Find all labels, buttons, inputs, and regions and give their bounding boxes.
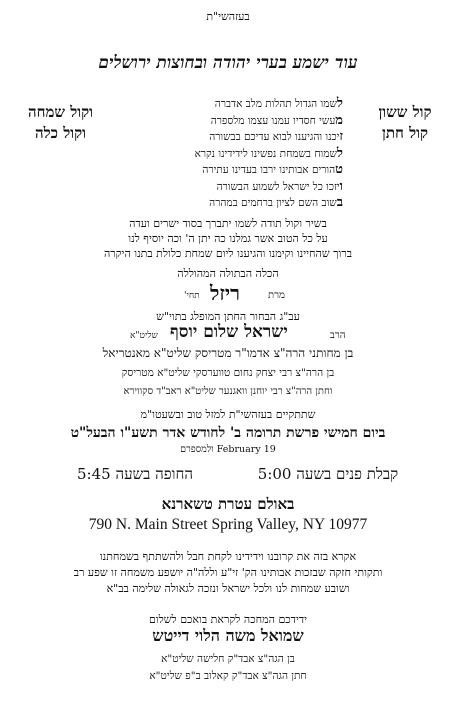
invitation-line: ושובע שמחות לנו ולכל ישראל ונזכה לגאולה שלימה בב"א (106, 582, 350, 595)
poem-line: ויזכו כל ישראל לשמוע הבשורה (216, 178, 343, 194)
reception-time: קבלת פנים בשעה 5:00 (257, 465, 399, 483)
signature-name: שמואל משה הלוי דייטש (152, 626, 304, 645)
hall-address: 790 N. Main Street Spring Valley, NY 10977 (88, 516, 368, 533)
bride-title: מרת (268, 290, 285, 301)
groom-grandfather: בן הרה"צ רבי יצחק נחום טווערסקי שליט"א מטריסק (121, 367, 335, 379)
signature-line: בן הגה"צ אבד"ק חלישה שליט"א (161, 653, 295, 665)
header-text: בעזהשי"ת (206, 10, 250, 23)
poem-line: זיכנו והגיענו לבוא עדיכם בבשורה (209, 129, 343, 144)
poem-line: טהורים אבותינו ירבו בעדינו עתירה (202, 162, 343, 177)
invitation-title: עוד ישמע בערי יהודה ובחוצות ירושלים (98, 53, 358, 73)
hall-name: באולם עטרת טשארנא (161, 495, 295, 513)
poem-line: לשמו הגדול תהלות מלב אדברה (214, 96, 343, 111)
bride-name: ריזל (210, 281, 240, 305)
bride-intro: הכלה הבתולה המהוללה (177, 267, 279, 280)
blessing-line: ברוך שהחיינו וקימנו והגיענו ליום שמחת כלולת בתנו היקרה (103, 247, 353, 260)
side-text-left-2: וקול כלה (35, 124, 86, 142)
groom-name: ישראל שלום יוסף (170, 322, 288, 342)
poem-line: מעשי חסדיו עמנו עצמו מלספרה (210, 112, 343, 128)
occasion-text: שתתקיים בעזהשי"ת למזל טוב ובשעטו"מ (140, 408, 316, 421)
groom-prefix: הרב (330, 330, 346, 341)
invitation-line: אקרא בזה את קרובנו וידידינו לקחת חבל ולהשתתף בשמחתנו (99, 550, 357, 563)
poem-block (113, 96, 343, 212)
groom-intro: עב"ג הבחור החתן המופלג בתוי"ש (156, 310, 300, 323)
groom-father: בן מחותני הרה"צ אדמו"ר מטריסק שליט"א מאנטריאל (102, 346, 354, 360)
side-text-right-2: קול חתן (382, 124, 428, 142)
poem-line: בשוב השם לציון ברחמים במהרה (209, 195, 343, 210)
event-date: ביום חמישי פרשת תרומה ב' לחודש אדר תשע"ו הבעל"ט (70, 425, 386, 441)
invitation-line: ותקותי חזקה שבזכות אבותינו הק' זי"ע וללה"ה יושפע משמחה זו שפע רב (73, 566, 383, 579)
blessing-line: על כל הטוב אשר גמלנו כה יתן ה' וכה יוסיף לנו (128, 232, 328, 245)
side-text-left-1: וקול שמחה (28, 103, 93, 121)
chuppah-time: החופה בשעה 5:45 (76, 465, 194, 483)
signature-line: חתן הגה"צ אבד"ק קאלוב ב"פ שליט"א (149, 670, 307, 682)
groom-suffix: שליט"א (130, 331, 158, 341)
secular-date: February 19 ולמספרם (180, 444, 276, 455)
invitation-block (0, 549, 456, 597)
signature-intro: ידידכם המחכה לקראת בואכם לשלום (148, 613, 308, 626)
groom-relation: וחתן הרה"צ רבי יוחנן וואגנער שליט"א ראב"ד סקווירא (123, 386, 333, 397)
blessing-block (0, 216, 456, 261)
poem-line: לשמוח בשמחת נפשינו לידידינו נקרא (194, 145, 343, 161)
bride-suffix: תחי' (184, 291, 200, 301)
blessing-line: בשיר וקול תודה לשמו יתברך בסוד ישרים ועדה (129, 217, 327, 230)
side-text-right-1: קול ששון (378, 103, 432, 121)
